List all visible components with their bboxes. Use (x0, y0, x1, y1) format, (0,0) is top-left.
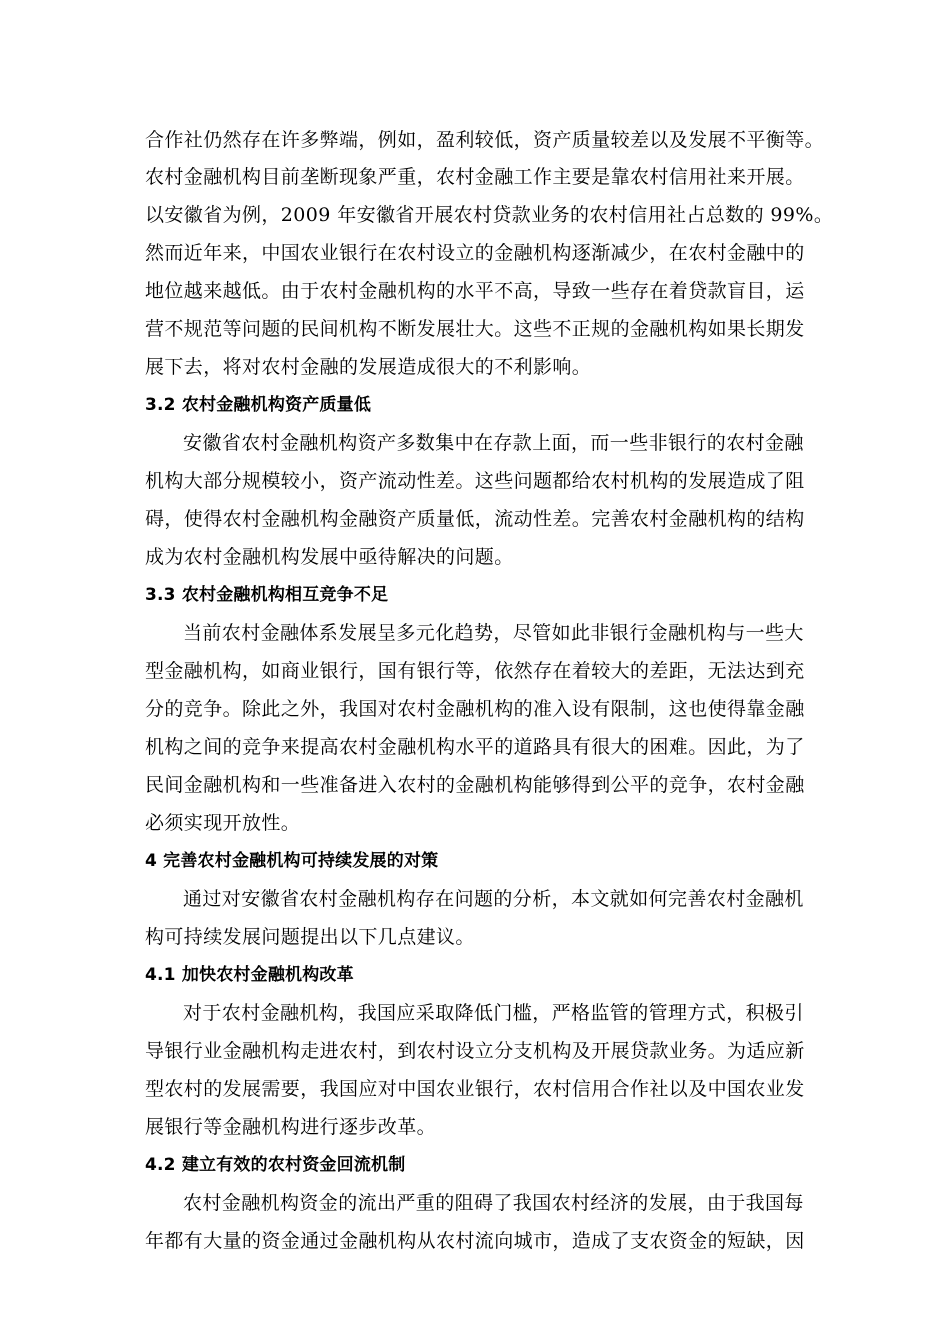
paragraph-line: 然而近年来，中国农业银行在农村设立的金融机构逐渐减少，在农村金融中的 (145, 242, 805, 264)
paragraph-line: 分的竞争。除此之外，我国对农村金融机构的准入设有限制，这也使得靠金融 (145, 698, 805, 720)
paragraph-line: 营不规范等问题的民间机构不断发展壮大。这些不正规的金融机构如果长期发 (145, 318, 805, 340)
paragraph-line: 型农村的发展需要，我国应对中国农业银行，农村信用合作社以及中国农业发 (145, 1078, 805, 1100)
paragraph-line: 民间金融机构和一些准备进入农村的金融机构能够得到公平的竞争，农村金融 (145, 774, 805, 796)
paragraph-line: 成为农村金融机构发展中亟待解决的问题。 (145, 546, 514, 568)
paragraph-line: 机构之间的竞争来提高农村金融机构水平的道路具有很大的困难。因此，为了 (145, 736, 805, 758)
paragraph-line: 导银行业金融机构走进农村，到农村设立分支机构及开展贷款业务。为适应新 (145, 1040, 805, 1062)
paragraph-line: 构可持续发展问题提出以下几点建议。 (145, 926, 475, 948)
paragraph-line: 合作社仍然存在许多弊端，例如，盈利较低，资产质量较差以及发展不平衡等。 (145, 129, 825, 151)
paragraph-line: 当前农村金融体系发展呈多元化趋势，尽管如此非银行金融机构与一些大 (183, 622, 804, 644)
paragraph-line: 农村金融机构目前垄断现象严重，农村金融工作主要是靠农村信用社来开展。 (145, 166, 805, 188)
paragraph-line: 型金融机构，如商业银行，国有银行等，依然存在着较大的差距，无法达到充 (145, 660, 805, 682)
section-heading: 4 完善农村金融机构可持续发展的对策 (145, 851, 439, 871)
section-heading: 4.2 建立有效的农村资金回流机制 (145, 1155, 406, 1175)
paragraph-line: 机构大部分规模较小，资产流动性差。这些问题都给农村机构的发展造成了阻 (145, 470, 805, 492)
paragraph-line: 农村金融机构资金的流出严重的阻碍了我国农村经济的发展，由于我国每 (183, 1192, 804, 1214)
paragraph-line: 年都有大量的资金通过金融机构从农村流向城市，造成了支农资金的短缺，因 (145, 1230, 805, 1252)
paragraph-line: 以安徽省为例，2009 年安徽省开展农村贷款业务的农村信用社占总数的 99%。 (145, 204, 834, 226)
paragraph-line: 通过对安徽省农村金融机构存在问题的分析，本文就如何完善农村金融机 (183, 888, 804, 910)
section-heading: 3.2 农村金融机构资产质量低 (145, 395, 372, 415)
paragraph-line: 安徽省农村金融机构资产多数集中在存款上面，而一些非银行的农村金融 (183, 432, 804, 454)
paragraph-line: 碍，使得农村金融机构金融资产质量低，流动性差。完善农村金融机构的结构 (145, 508, 805, 530)
paragraph-line: 展下去，将对农村金融的发展造成很大的不利影响。 (145, 356, 592, 378)
section-heading: 3.3 农村金融机构相互竞争不足 (145, 585, 389, 605)
paragraph-line: 对于农村金融机构，我国应采取降低门槛，严格监管的管理方式，积极引 (183, 1002, 804, 1024)
paragraph-line: 必须实现开放性。 (145, 812, 301, 834)
paragraph-line: 地位越来越低。由于农村金融机构的水平不高，导致一些存在着贷款盲目，运 (145, 280, 805, 302)
section-heading: 4.1 加快农村金融机构改革 (145, 965, 354, 985)
paragraph-line: 展银行等金融机构进行逐步改革。 (145, 1116, 437, 1138)
